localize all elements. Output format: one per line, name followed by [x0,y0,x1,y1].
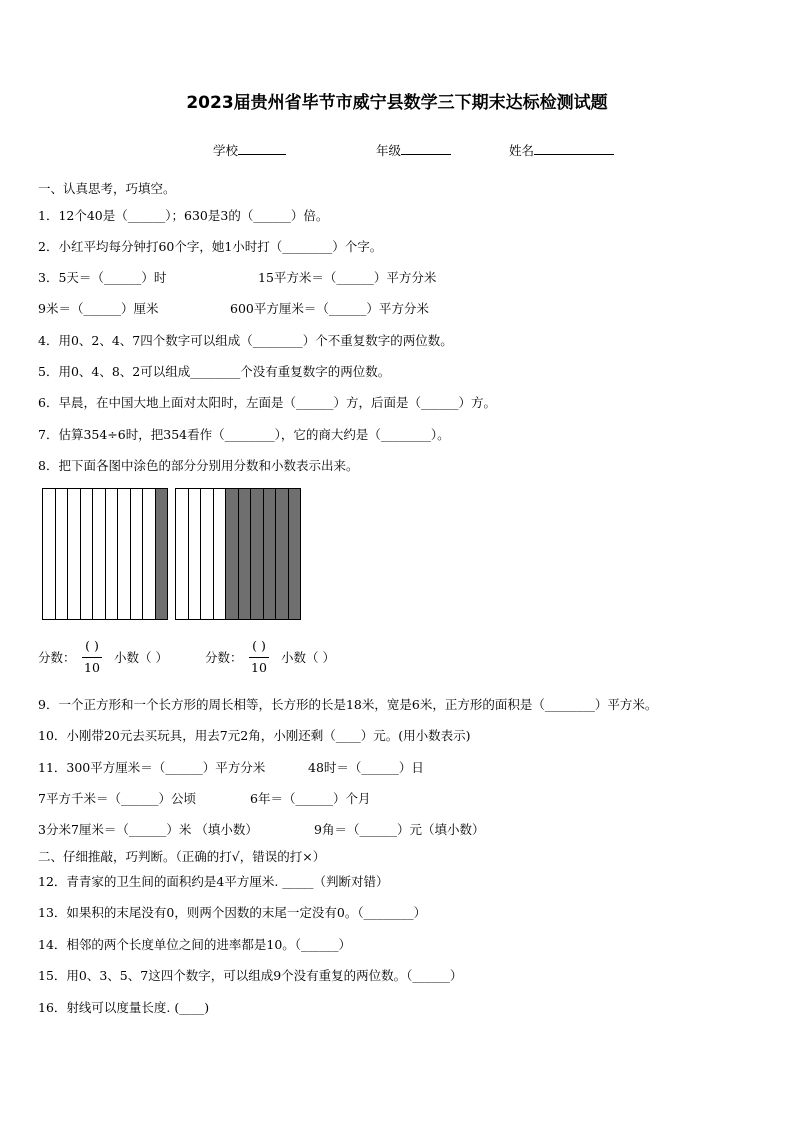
shaded-strip [276,489,289,619]
question-11b: 48时＝（______）日 [308,760,424,775]
strip [43,489,56,619]
shaded-strip [156,489,168,619]
shaded-strip [239,489,252,619]
question-4: 4．用0、2、4、7四个数字可以组成（________）个不重复数字的两位数。 [38,333,453,348]
grade-label: 年级 [376,143,402,158]
grade-blank[interactable] [401,142,451,155]
question-1: 1．12个40是（______）；630是3的（______）倍。 [38,208,329,223]
question-3b: 15平方米＝（______）平方分米 [258,270,437,285]
q8-fraction1 [82,638,102,678]
question-8: 8．把下面各图中涂色的部分分别用分数和小数表示出来。 [38,458,359,473]
grade-field [376,141,451,159]
strip [81,489,94,619]
q8-fraction2-label: 分数： [205,650,243,665]
question-9: 9．一个正方形和一个长方形的周长相等，长方形的长是18米，宽是6米，正方形的面积是（________）平方米。 [38,697,658,712]
q8-fraction1-label: 分数： [38,650,76,665]
strip [56,489,69,619]
q8-decimal1: 小数（ ） [114,650,168,665]
school-field [213,141,286,159]
shaded-strip [289,489,301,619]
section1-heading: 一、认真思考，巧填空。 [38,181,176,196]
question-13: 13．如果积的末尾没有0，则两个因数的末尾一定没有0。（________） [38,905,427,920]
q8-fraction1-numerator[interactable]: ( ) [85,638,99,653]
question-11c: 7平方千米＝（______）公顷 [38,791,196,806]
strip [189,489,202,619]
figure-2-strips [175,488,301,620]
name-field [509,141,614,159]
question-16: 16．射线可以度量长度. (____) [38,1000,210,1015]
question-7: 7．估算354÷6时，把354看作（________），它的商大约是（________）。 [38,427,450,442]
strip [68,489,81,619]
strip [143,489,156,619]
strip [201,489,214,619]
question-3c: 9米＝（______）厘米 [38,301,159,316]
strip [118,489,131,619]
question-6: 6．早晨，在中国大地上面对太阳时，左面是（______）方，后面是（______）方。 [38,395,496,410]
question-11f: 9角＝（______）元（填小数） [314,822,485,837]
question-14: 14．相邻的两个长度单位之间的进率都是10。（______） [38,937,352,952]
strip [131,489,144,619]
question-5: 5．用0、4、8、2可以组成________个没有重复数字的两位数。 [38,364,391,379]
q8-fraction2 [249,638,269,678]
question-11a: 11．300平方厘米＝（______）平方分米 [38,760,266,775]
fraction-bar [82,657,102,658]
school-label: 学校 [213,143,239,158]
shaded-strip [251,489,264,619]
shaded-strip [226,489,239,619]
strip [176,489,189,619]
question-2: 2．小红平均每分钟打60个字，她1小时打（________）个字。 [38,239,383,254]
section2-heading: 二、仔细推敲，巧判断。（正确的打√，错误的打×） [38,849,326,864]
q8-fraction1-denominator: 10 [84,660,100,675]
fraction-bar [249,657,269,658]
question-3a: 3．5天＝（______）时 [38,270,167,285]
name-blank[interactable] [534,142,614,155]
strip [106,489,119,619]
page-title: 2023届贵州省毕节市威宁县数学三下期末达标检测试题 [186,93,608,113]
strip [214,489,227,619]
name-label: 姓名 [509,143,535,158]
q8-fraction2-denominator: 10 [251,660,267,675]
q8-fraction2-numerator[interactable]: ( ) [252,638,266,653]
question-15: 15．用0、3、5、7这四个数字，可以组成9个没有重复的两位数。（______） [38,968,463,983]
question-11d: 6年＝（______）个月 [250,791,371,806]
strip [93,489,106,619]
shaded-strip [264,489,277,619]
school-blank[interactable] [238,142,286,155]
question-12: 12．青青家的卫生间的面积约是4平方厘米. _____（判断对错） [38,874,389,889]
figure-1-strips [42,488,168,620]
question-3d: 600平方厘米＝（______）平方分米 [230,301,429,316]
q8-decimal2: 小数（ ） [281,650,335,665]
question-11e: 3分米7厘米＝（______）米 （填小数） [38,822,258,837]
question-10: 10．小刚带20元去买玩具，用去7元2角，小刚还剩（____）元。(用小数表示) [38,728,471,743]
